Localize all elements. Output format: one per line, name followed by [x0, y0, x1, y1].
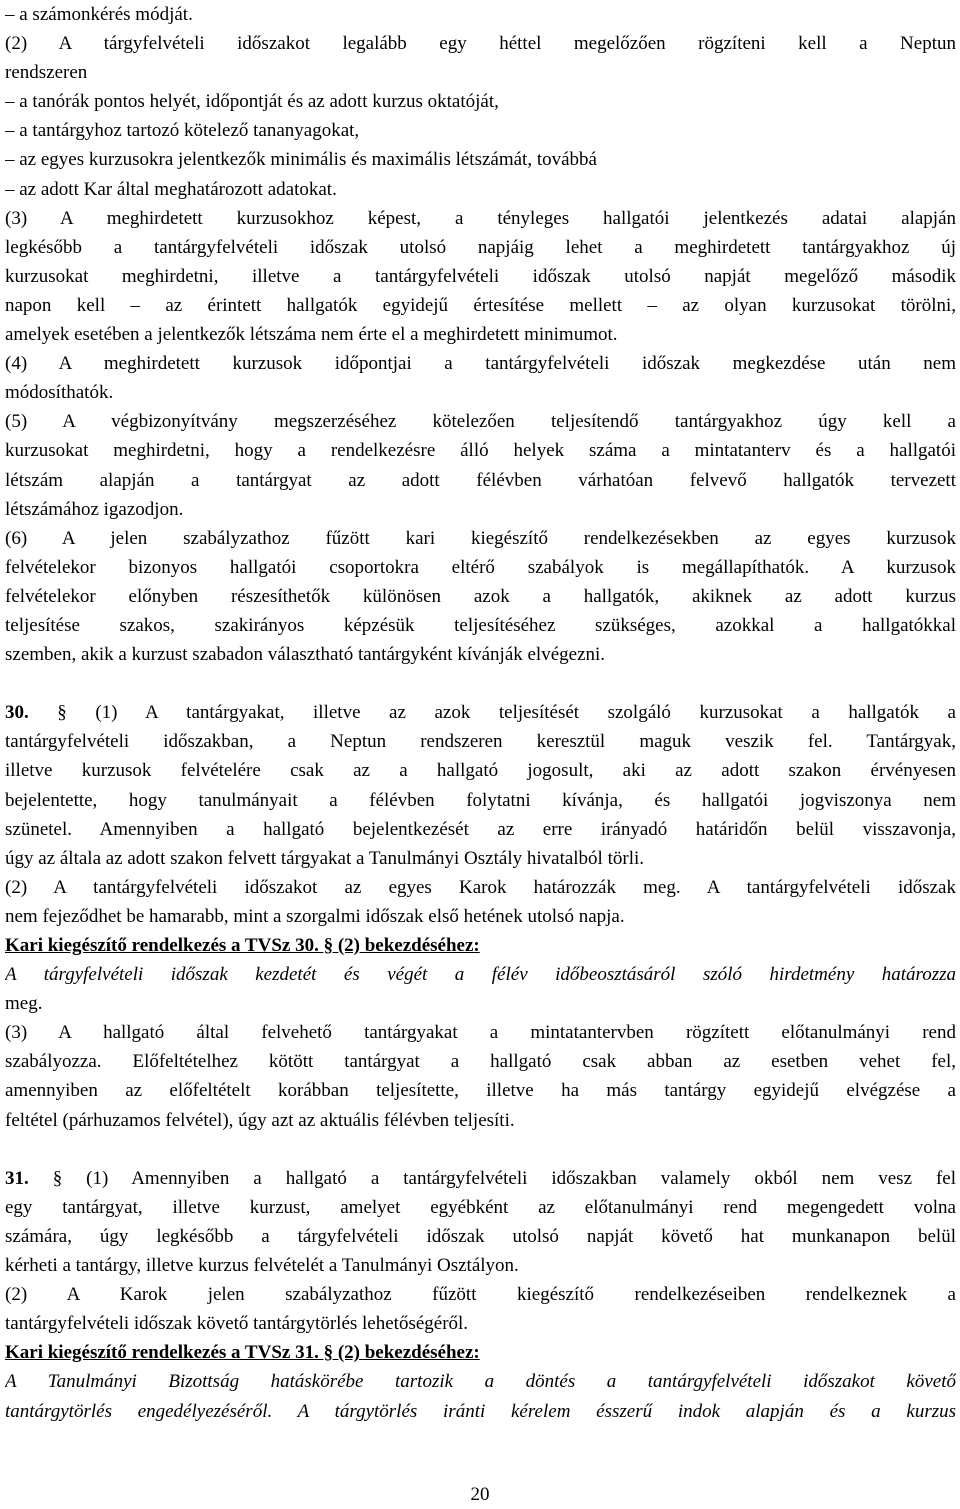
text-line: szünetel. Amennyiben a hallgató bejelentkezését az erre irányadó határidőn belül visszavonja, — [5, 818, 956, 840]
kari-supplement-heading: Kari kiegészítő rendelkezés a TVSz 31. § (2) bekezdéséhez: — [5, 1342, 480, 1364]
text-line: létszám alapján a tantárgyat az adott félévben várhatóan felvevő hallgatók tervezett — [5, 469, 956, 491]
text-line: felvételekor előnyben részesíthetők különösen azok a hallgatók, akiknek az adott kurzus — [5, 585, 956, 607]
text-line: illetve kurzusok felvételére csak az a hallgató jogosult, aki az adott szakon érvényesen — [5, 760, 956, 782]
text-line: (2) A Karok jelen szabályzathoz fűzött kiegészítő rendelkezéseiben rendelkeznek a — [5, 1284, 956, 1306]
text-line: amennyiben az előfeltételt korábban teljesítette, illetve ha más tantárgy egyidejű elvégzése a — [5, 1080, 956, 1102]
document-page — [5, 0, 956, 1426]
kari-supplement-heading: Kari kiegészítő rendelkezés a TVSz 30. § (2) bekezdéséhez: — [5, 935, 480, 956]
page-number: 20 — [470, 1484, 490, 1505]
section-30-heading-line: 30. § (1) A tantárgyakat, illetve az azok teljesítését szolgáló kurzusokat a hallgatók a — [5, 702, 956, 724]
text-line: felvételekor bizonyos hallgatói csoportokra eltérő szabályok is megállapíthatók. A kurzusok — [5, 556, 956, 578]
text-line: kurzusokat meghirdetni, illetve a tantárgyfelvételi időszak utolsó napját megelőző második — [5, 265, 956, 287]
text-line: (4) A meghirdetett kurzusok időpontjai a tantárgyfelvételi időszak megkezdése után nem — [5, 353, 956, 375]
text-line: kurzusokat meghirdetni, hogy a rendelkezésre álló helyek száma a mintatanterv és a hallgatói — [5, 440, 956, 462]
text-line: (2) A tárgyfelvételi időszakot legalább egy héttel megelőzően rögzíteni kell a Neptun — [5, 33, 956, 55]
text-line: feltétel (párhuzamos felvétel), úgy azt az aktuális félévben teljesíti. — [5, 1109, 515, 1131]
section-31-heading-line: 31. § (1) Amennyiben a hallgató a tantárgyfelvételi időszakban valamely okból nem vesz fel — [5, 1167, 956, 1189]
section-number: 30. — [5, 702, 29, 724]
text-line: tantárgyfelvételi időszak követő tantárgytörlés lehetőségéről. — [5, 1313, 469, 1335]
text-line: nem fejeződhet be hamarabb, mint a szorgalmi időszak első hetének utolsó napja. — [5, 905, 625, 927]
text-line: számára, úgy legkésőbb a tárgyfelvételi időszak utolsó napját követő hat munkanapon belül — [5, 1225, 956, 1247]
text-line: napon kell – az érintett hallgatók egyidejű értesítése mellett – az olyan kurzusokat törölni, — [5, 294, 956, 316]
text-line: bejelentette, hogy tanulmányait a félévben folytatni kívánja, és hallgatói jogviszonya nem — [5, 789, 956, 811]
text-line: – a számonkérés módját. — [5, 4, 193, 25]
paragraph-spacer — [5, 1135, 956, 1164]
italic-text-line: A Tanulmányi Bizottság hatáskörébe tartozik a döntés a tantárgyfelvételi időszakot követő — [5, 1371, 956, 1393]
text-line: (3) A hallgató által felvehető tantárgyakat a mintatantervben rögzített előtanulmányi rend — [5, 1022, 956, 1044]
text-line: (3) A meghirdetett kurzusokhoz képest, a tényleges hallgatói jelentkezés adatai alapján — [5, 207, 956, 229]
text-line: módosíthatók. — [5, 382, 114, 404]
text-line: egy tantárgyat, illetve kurzust, amelyet egyébként az előtanulmányi rend megengedett volna — [5, 1196, 956, 1218]
text-line: – az adott Kar által meghatározott adatokat. — [5, 178, 337, 200]
text-line: kérheti a tantárgy, illetve kurzus felvételét a Tanulmányi Osztályon. — [5, 1255, 519, 1277]
text-line: meg. — [5, 993, 43, 1015]
section-number: 31. — [5, 1167, 29, 1189]
text-line: amelyek esetében a jelentkezők létszáma nem érte el a meghirdetett minimumot. — [5, 324, 618, 346]
text-line: szemben, akik a kurzust szabadon választható tantárgyként kívánják elvégezni. — [5, 644, 606, 666]
italic-text-line: A tárgyfelvételi időszak kezdetét és végét a félév időbeosztásáról szóló hirdetmény határozza — [5, 964, 956, 986]
text-line: (2) A tantárgyfelvételi időszakot az egyes Karok határozzák meg. A tantárgyfelvételi időszak — [5, 876, 956, 898]
text-line: tantárgyfelvételi időszakban, a Neptun rendszeren keresztül maguk veszik fel. Tantárgyak, — [5, 731, 956, 753]
text-line: teljesítése szakos, szakirányos képzésük teljesítéséhez szükséges, azokkal a hallgatókkal — [5, 614, 956, 636]
text-line: legkésőbb a tantárgyfelvételi időszak utolsó napjáig lehet a meghirdetett tantárgyakhoz új — [5, 236, 956, 258]
text-line: szabályozza. Előfeltételhez kötött tantárgyat a hallgató csak abban az esetben vehet fel, — [5, 1051, 956, 1073]
text-line: – az egyes kurzusokra jelentkezők minimális és maximális létszámát, továbbá — [5, 149, 597, 171]
text-line: – a tanórák pontos helyét, időpontját és az adott kurzus oktatóját, — [5, 91, 499, 113]
text-line: úgy az általa az adott szakon felvett tárgyakat a Tanulmányi Osztály hivatalból törli. — [5, 847, 644, 869]
italic-text-line: tantárgytörlés engedélyezéséről. A tárgytörlés iránti kérelem ésszerű indok alapján és a kurzus — [5, 1400, 956, 1422]
text-line: – a tantárgyhoz tartozó kötelező tananyagokat, — [5, 120, 360, 142]
paragraph-spacer — [5, 669, 956, 698]
text-line: (5) A végbizonyítvány megszerzéséhez kötelezően teljesítendő tantárgyakhoz úgy kell a — [5, 411, 956, 433]
text-line: (6) A jelen szabályzathoz fűzött kari kiegészítő rendelkezésekben az egyes kurzusok — [5, 527, 956, 549]
text-line: létszámához igazodjon. — [5, 498, 184, 520]
text-line: rendszeren — [5, 62, 88, 84]
